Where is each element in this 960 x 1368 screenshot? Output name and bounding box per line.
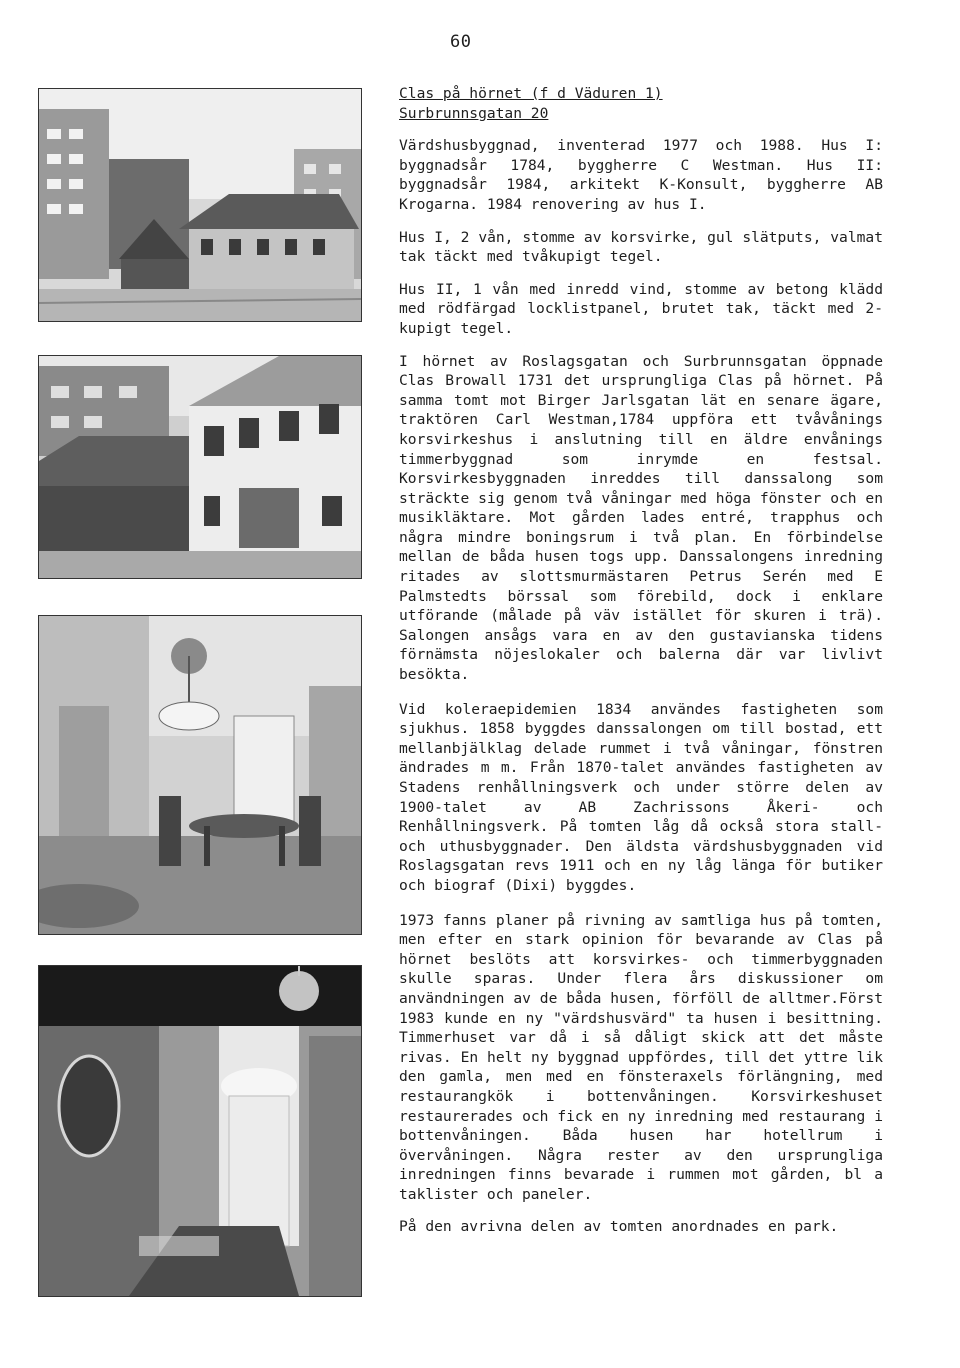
paragraph-history-1973: 1973 fanns planer på rivning av samtliga hus på tomten, men efter en stark opinion för bevarande av Clas på hörnet beslöts att korsvirkes- och timmerbyggnaden skulle sparas. Under flera års diskussioner om användningen av de båda husen, förföll de alltmer.Först 1983 kunde en ny "värdshusvärd" ta husen i besittning. Timmerhuset var då i så dåligt skick att det måste rivas. En helt ny byggnad uppfördes, till det yttre lik den gamla, men med en fönsteraxels förlängning, med restaurangkök i bottenvåningen. Korsvirkeshuset restaurerades och fick en ny inredning med restaurang i bottenvåningen. Båda husen har hotellrum i övervåningen. Några rester av den ursprungliga inredningen finns bevarade i rummen mot gården, bl a taklister och paneler.: [399, 911, 883, 1203]
paragraph-hus-1: Hus I, 2 vån, stomme av korsvirke, gul slätputs, valmat tak täckt med tvåkupigt tegel.: [399, 228, 883, 266]
photo-street-exterior: [38, 88, 362, 322]
paragraph-building-info: Värdshusbyggnad, inventerad 1977 och 1988. Hus I: byggnadsår 1784, byggherre C Westman. Hus II: byggnadsår 1984, arkitekt K-Konsult, byggherre AB Krogarna. 1984 renovering av hus I.: [399, 137, 883, 213]
paragraph-park: På den avrivna delen av tomten anordnades en park.: [399, 1218, 839, 1236]
article-address: Surbrunnsgatan 20: [399, 104, 549, 122]
page-number: 60: [450, 32, 472, 52]
article-title: Clas på hörnet (f d Väduren 1): [399, 85, 663, 102]
photo-dining-room: [38, 615, 362, 935]
paragraph-history-1834: Vid koleraepidemien 1834 användes fastigheten som sjukhus. 1858 byggdes danssalongen om till bostad, ett mellanbjälklag delade rummet i två våningar, fönstren ändrades m m. Från 1870-talet användes fastigheten av Stadens renhållningsverk och under större delen av 1900-talet av AB Zachrissons Åkeri- och Renhållningsverk. På tomten låg då också stora stall- och uthusbyggnader. Den äldsta värdshusbyggnaden vid Roslagsgatan revs 1911 och en ny låg länga för butiker och biograf (Dixi) byggdes.: [399, 700, 883, 894]
paragraph-hus-2: Hus II, 1 vån med inredd vind, stomme av betong klädd med rödfärgad locklistpanel, brutet tak, täckt med 2-kupigt tegel.: [399, 280, 883, 337]
photo-courtyard: [38, 355, 362, 579]
paragraph-history-1731: I hörnet av Roslagsgatan och Surbrunnsgatan öppnade Clas Browall 1731 det ursprungliga Clas på hörnet. På samma tomt mot Birger Jarlsgatan lät en senare ägare, traktören Carl Westman,1784 uppföra ett tvåvånings korsvirkeshus i anslutning till en äldre envånings timmerbyggnad som inrymde en festsal. Korsvirkesbyggnaden inreddes till danssalong som sträckte sig genom två våningar med höga fönster och en musikläktare. Mot gården lades entré, trapphus och några mindre boningsrum i två plan. En förbindelse mellan de båda husen togs upp. Danssalongens inredning ritades av slottsmurmästaren Petrus Serén med E Palmstedts börssal som förebild, dock i enklare utförande (målade på väv istället för skuren i trä). Salongen ansågs vara en av den gustavianska tidens förnämsta nöjeslokaler och balerna där var livlivt besökta.: [399, 352, 883, 684]
photo-interior-stove: [38, 965, 362, 1297]
article-text: [399, 84, 883, 1250]
